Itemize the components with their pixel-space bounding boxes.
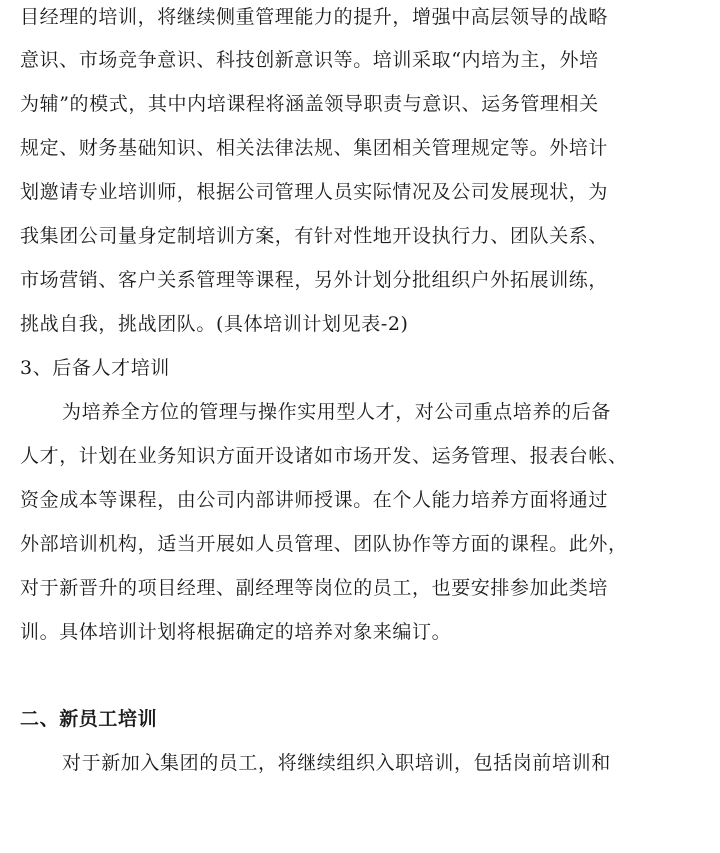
text-line: 市场营销、客户关系管理等课程，另外计划分批组织户外拓展训练， [20,269,609,291]
text-line: 我集团公司量身定制培训方案，有针对性地开设执行力、团队关系、 [20,225,609,247]
section-heading-new-employee: 二、新员工培训 [20,708,158,730]
text-line: 意识、市场竞争意识、科技创新意识等。培训采取“内培为主，外培 [20,49,599,71]
text-line: 人才，计划在业务知识方面开设诸如市场开发、运务管理、报表台帐、 [20,445,628,467]
text-line: 规定、财务基础知识、相关法律法规、集团相关管理规定等。外培计 [20,137,609,159]
text-line: 外部培训机构，适当开展如人员管理、团队协作等方面的课程。此外， [20,533,628,555]
text-line: 目经理的培训，将继续侧重管理能力的提升，增强中高层领导的战略 [20,6,609,28]
text-line: 为辅”的模式，其中内培课程将涵盖领导职责与意识、运务管理相关 [20,93,599,115]
text-line: 资金成本等课程，由公司内部讲师授课。在个人能力培养方面将通过 [20,489,609,511]
text-line: 为培养全方位的管理与操作实用型人才，对公司重点培养的后备 [62,401,611,423]
text-line: 挑战自我，挑战团队。(具体培训计划见表-2) [20,313,409,335]
section-heading-backup-talent: 3、后备人才培训 [20,357,170,379]
text-line: 对于新晋升的项目经理、副经理等岗位的员工，也要安排参加此类培 [20,577,609,599]
text-line: 对于新加入集团的员工，将继续组织入职培训，包括岗前培训和 [62,752,611,774]
text-line: 划邀请专业培训师，根据公司管理人员实际情况及公司发展现状，为 [20,181,609,203]
text-line: 训。具体培训计划将根据确定的培养对象来编订。 [20,621,452,643]
